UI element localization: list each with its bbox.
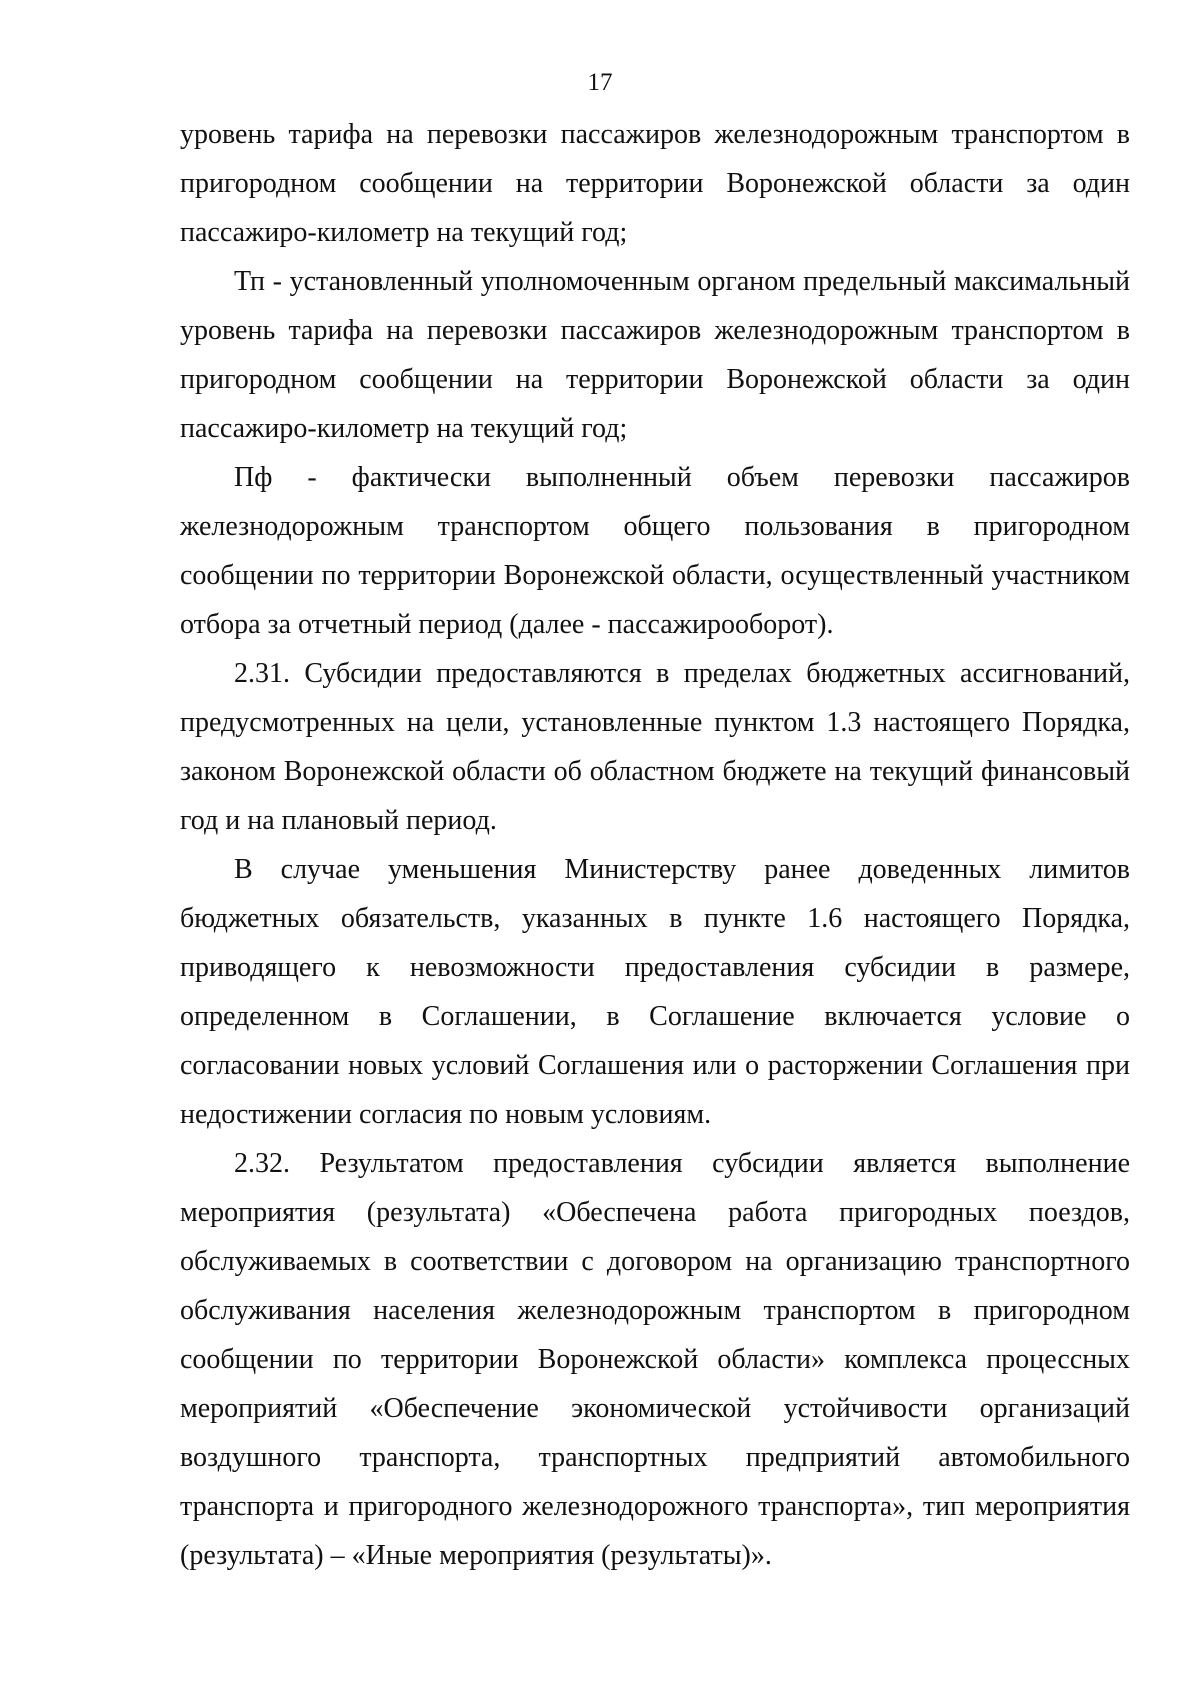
paragraph-tariff-level-continuation: уровень тарифа на перевозки пассажиров железнодорожным транспортом в пригородном сообщении на территории Воронежской области за один пассажиро-километр на текущий год; xyxy=(180,119,1130,248)
page-number: 17 xyxy=(587,69,613,96)
paragraph-clause-2-32: 2.32. Результатом предоставления субсидии является выполнение мероприятия (результата) «Обеспечена работа пригородных поездов, обслуживаемых в соответствии с договором на организацию транспортного обслуживания населения железнодорожным транспортом в пригородном сообщении по территории Воронежской области» комплекса процессных мероприятий «Обеспечение экономической устойчивости организаций воздушного транспорта, транспортных предприятий автомобильного транспорта и пригородного железнодорожного транспорта», тип мероприятия (результата) – «Иные мероприятия (результаты)». xyxy=(180,1148,1130,1571)
paragraph-pf-definition: Пф - фактически выполненный объем перевозки пассажиров железнодорожным транспортом общего пользования в пригородном сообщении по территории Воронежской области, осуществленный участником отбора за отчетный период (далее - пассажирооборот). xyxy=(180,462,1130,640)
paragraph-limits-reduction: В случае уменьшения Министерству ранее доведенных лимитов бюджетных обязательств, указанных в пункте 1.6 настоящего Порядка, приводящего к невозможности предоставления субсидии в размере, определенном в Соглашении, в Соглашение включается условие о согласовании новых условий Соглашения или о расторжении Соглашения при недостижении согласия по новым условиям. xyxy=(180,854,1130,1130)
paragraph-clause-2-31: 2.31. Субсидии предоставляются в пределах бюджетных ассигнований, предусмотренных на цели, установленные пунктом 1.3 настоящего Порядка, законом Воронежской области об областном бюджете на текущий финансовый год и на плановый период. xyxy=(180,658,1130,836)
paragraph-tp-definition: Тп - установленный уполномоченным органом предельный максимальный уровень тарифа на перевозки пассажиров железнодорожным транспортом в пригородном сообщении на территории Воронежской области за один пассажиро-километр на текущий год; xyxy=(180,266,1130,444)
document-body xyxy=(180,110,1130,1580)
